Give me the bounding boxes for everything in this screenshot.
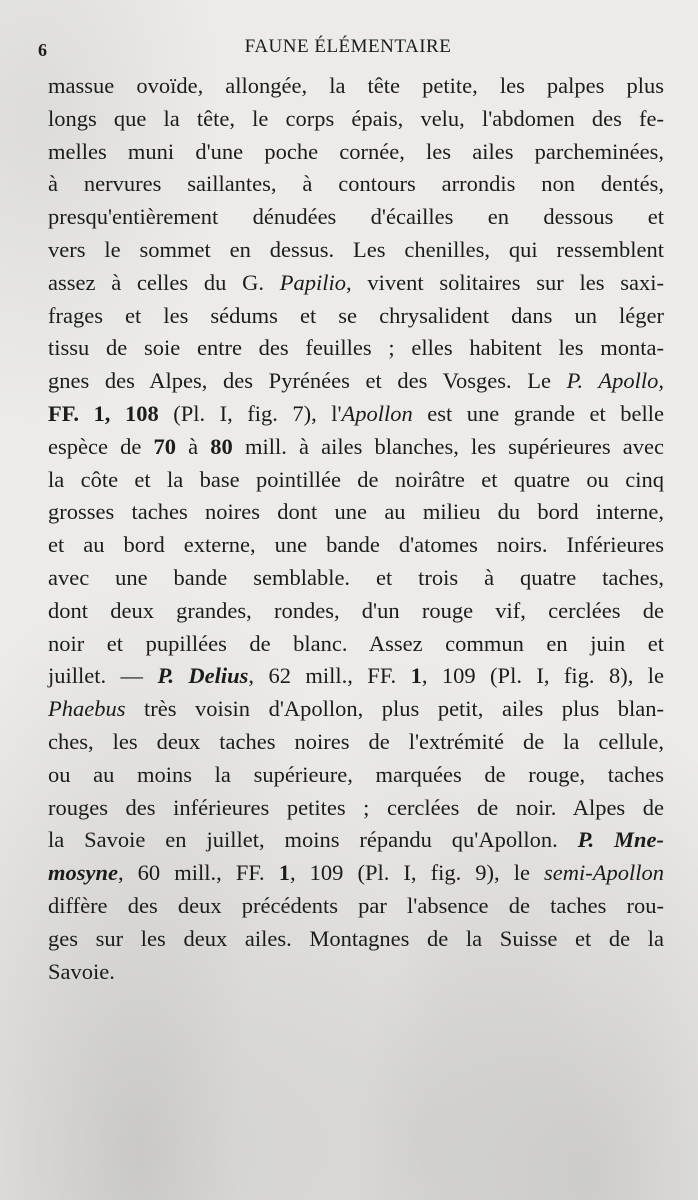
text-segment: frages et les sédums et se chrysalident dans un léger (48, 302, 664, 328)
text-segment: la côte et la base pointillée de noirâtre et quatre ou cinq (48, 466, 664, 492)
page-header (38, 36, 658, 60)
text-segment: mill. à ailes blanches, les supérieures avec (232, 433, 664, 459)
text-segment: 80 (210, 433, 233, 459)
text-line (48, 431, 664, 464)
text-line (48, 824, 664, 857)
text-line (48, 332, 664, 365)
text-segment: diffère des deux précédents par l'absence de taches rou- (48, 892, 664, 918)
text-line (48, 628, 664, 661)
text-line (48, 693, 664, 726)
text-segment: P. Delius (157, 663, 249, 689)
text-segment: ou au moins la supérieure, marquées de rouge, taches (48, 761, 664, 787)
text-line (48, 168, 664, 201)
text-segment: (Pl. I, fig. 7), l' (158, 400, 342, 426)
text-line (48, 201, 664, 234)
text-segment: 70 (153, 433, 176, 459)
text-line (48, 496, 664, 529)
text-line (48, 365, 664, 398)
text-segment: 1 (278, 860, 290, 886)
text-segment: , 60 mill., FF. (118, 860, 279, 886)
text-line (48, 300, 664, 333)
text-segment: espèce de (48, 433, 154, 459)
text-line (48, 660, 664, 693)
text-segment: assez à celles du G. (48, 269, 280, 295)
text-line (48, 136, 664, 169)
text-segment: P. Apollo, (566, 368, 665, 394)
text-segment: très voisin d'Apollon, plus petit, ailes plus blan- (125, 696, 664, 722)
text-segment: noir et pupillées de blanc. Assez commun en juin et (48, 630, 664, 656)
text-segment: grosses taches noires dont une au milieu du bord interne, (48, 499, 664, 525)
text-segment: , 109 (Pl. I, fig. 8), le (421, 663, 664, 689)
text-line (48, 234, 664, 267)
text-line (48, 857, 664, 890)
text-segment: massue ovoïde, allongée, la tête petite, les palpes plus (48, 73, 664, 98)
text-segment: , 62 mill., FF. (248, 663, 411, 689)
text-segment: la Savoie en juillet, moins répandu qu'Apollon. (48, 827, 578, 853)
text-segment: longs que la tête, le corps épais, velu, l'abdomen des fe- (48, 105, 664, 131)
text-segment: rouges des inférieures petites ; cerclées de noir. Alpes de (48, 794, 664, 820)
text-segment: Phaebus (48, 696, 126, 722)
text-line (48, 890, 664, 923)
text-segment: juillet. — (48, 663, 158, 689)
text-segment: ges sur les deux ailes. Montagnes de la Suisse et de la (48, 925, 664, 951)
text-segment: , 109 (Pl. I, fig. 9), le (289, 860, 545, 886)
body-text (48, 70, 664, 988)
text-line (48, 398, 664, 431)
text-segment: avec une bande semblable. et trois à quatre taches, (48, 564, 664, 590)
text-line (48, 595, 664, 628)
text-line (48, 923, 664, 956)
text-line (48, 70, 664, 103)
text-segment: presqu'entièrement dénudées d'écailles en dessous et (48, 204, 664, 230)
text-segment: et au bord externe, une bande d'atomes noirs. Inférieures (48, 532, 664, 558)
text-segment: P. Mne- (577, 827, 665, 853)
text-segment: ches, les deux taches noires de l'extrémité de la cellule, (48, 728, 664, 754)
text-segment: FF. 1, 108 (48, 400, 159, 426)
text-segment: semi-Apollon (544, 860, 664, 886)
text-segment: dont deux grandes, rondes, d'un rouge vif, cerclées de (48, 597, 664, 623)
text-segment: melles muni d'une poche cornée, les ailes parcheminées, (48, 138, 664, 164)
text-segment: gnes des Alpes, des Pyrénées et des Vosges. Le (48, 368, 567, 394)
text-segment: à nervures saillantes, à contours arrondis non dentés, (48, 171, 664, 197)
page-number: 6 (38, 40, 47, 60)
text-line (48, 792, 664, 825)
text-line (48, 464, 664, 497)
text-segment: Papilio (279, 269, 346, 295)
text-segment: est une grande et belle (412, 400, 664, 426)
text-line (48, 267, 664, 300)
text-line (48, 726, 664, 759)
text-segment: tissu de soie entre des feuilles ; elles habitent les monta- (48, 335, 664, 361)
text-segment: Savoie. (48, 958, 115, 984)
running-title: FAUNE ÉLÉMENTAIRE (244, 36, 452, 57)
text-segment: mosyne (48, 860, 118, 886)
text-line (48, 562, 664, 595)
text-segment: Apollon (341, 400, 413, 426)
text-segment: à (176, 433, 211, 459)
text-line (48, 759, 664, 792)
text-segment: , vivent solitaires sur les saxi- (345, 269, 664, 295)
text-line (48, 956, 664, 989)
text-segment: 1 (410, 663, 422, 689)
text-line (48, 529, 664, 562)
text-line (48, 103, 664, 136)
text-segment: vers le sommet en dessus. Les chenilles, qui ressemblent (48, 236, 664, 262)
